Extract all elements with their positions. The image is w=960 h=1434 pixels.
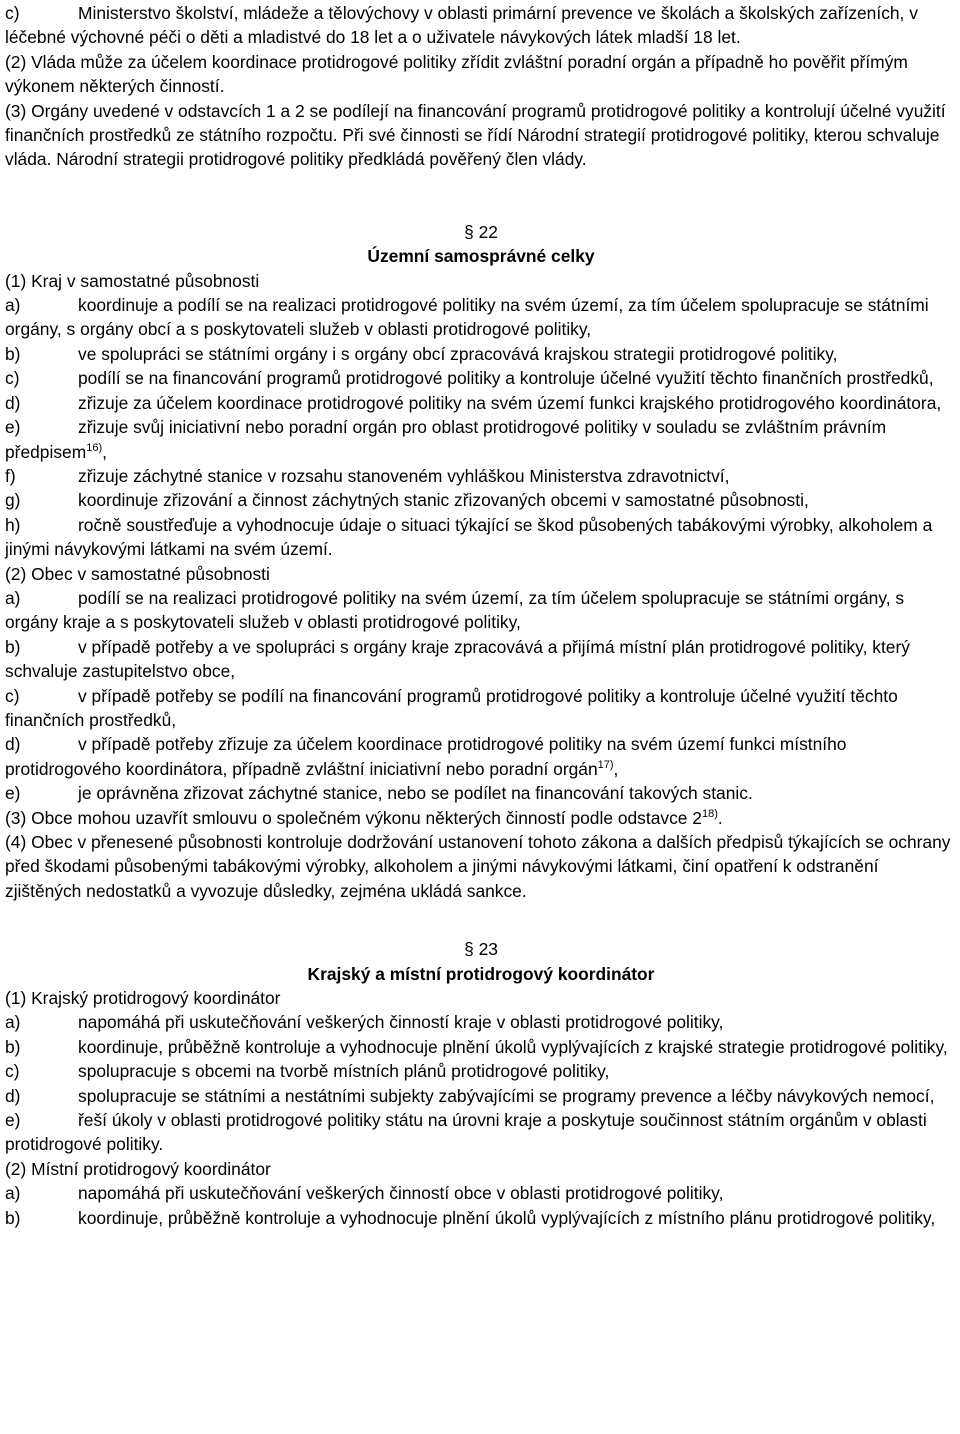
- s22-p2-item-d: d) v případě potřeby zřizuje za účelem koordinace protidrogové politiky na svém území funkci místního protidrogového koordinátora, případně zvláštní iniciativní nebo poradní orgán$^{17)}$,: [5, 734, 847, 779]
- section-title: Krajský a místní protidrogový koordinátor: [307, 963, 655, 984]
- section-title: Územní samosprávné celky: [367, 246, 595, 267]
- top-item-c: [5, 1, 957, 50]
- s22-p2-item-c: c) v případě potřeby se podílí na financování programů protidrogové politiky a kontroluje účelné využití těchto finančních prostředků,: [5, 685, 898, 730]
- item-label: c): [5, 3, 20, 23]
- s23-p1-item-a: a) napomáhá při uskutečňování veškerých činností kraje v oblasti protidrogové politiky,: [5, 1012, 724, 1033]
- paragraph-2: (2) Vláda může za účelem koordinace protidrogové politiky zřídit zvláštní poradní orgán a případně ho pověřit přímým výkonem některých činností.: [5, 51, 908, 97]
- s22-p1-item-f: f) zřizuje záchytné stanice v rozsahu stanoveném vyhláškou Ministerstva zdravotnictví,: [5, 465, 730, 486]
- s23-p1-item-e: e) řeší úkoly v oblasti protidrogové politiky státu na úrovni kraje a poskytuje součinnost státním orgánům v oblasti protidrogové politiky.: [5, 1110, 927, 1155]
- s22-p1-item-e: e) zřizuje svůj iniciativní nebo poradní orgán pro oblast protidrogové politiky v souladu se zvláštním právním předpisem$^{16)}$,: [5, 417, 887, 462]
- s22-p1-item-h: h) ročně soustřeďuje a vyhodnocuje údaje o situaci týkající se škod působených tabákovými výrobky, alkoholem a jinými návykovými látkami na svém území.: [5, 514, 933, 560]
- s23-p2-item-b: b) koordinuje, průběžně kontroluje a vyhodnocuje plnění úkolů vyplývajících z místního plánu protidrogové politiky,: [5, 1207, 936, 1228]
- s23-p1-item-c: c) spolupracuje s obcemi na tvorbě místních plánů protidrogové politiky,: [5, 1061, 610, 1082]
- s22-p2-item-e: e) je oprávněna zřizovat záchytné stanice, nebo se podílet na financování takových stanic.: [5, 783, 753, 804]
- section-number: § 23: [464, 939, 498, 960]
- s22-paragraph-3: (3) Obce mohou uzavřít smlouvu o společném výkonu některých činností podle odstavce 2$^{18)}$.: [5, 807, 723, 828]
- footnote-ref: 16): [86, 441, 103, 454]
- s22-paragraph-1-intro: (1) Kraj v samostatné působnosti: [5, 270, 260, 291]
- s22-p2-item-a: a) podílí se na realizaci protidrogové politiky na svém území, za tím účelem spolupracuje se státními orgány, s orgány kraje a s poskytovateli služeb v oblasti protidrogové politiky,: [5, 587, 905, 633]
- footnote-ref: 17): [597, 758, 614, 771]
- item-text: Ministerstvo školství, mládeže a tělovýchovy v oblasti primární prevence ve školách a školských zařízeních, v léčebné výchovné péči o děti a mladistvé do 18 let a o uživatele návykových látek mladší 18 let.: [5, 3, 918, 48]
- s23-p2-item-a: a) napomáhá při uskutečňování veškerých činností obce v oblasti protidrogové politiky,: [5, 1183, 724, 1204]
- s22-paragraph-2-intro: (2) Obec v samostatné působnosti: [5, 563, 270, 584]
- s22-paragraph-4: (4) Obec v přenesené působnosti kontroluje dodržování ustanovení tohoto zákona a dalších předpisů týkajících se ochrany před škodami působenými tabákovými výrobky, alkoholem a jinými návykovými látkami, činí opatření k odstranění zjištěných nedostatků a vyvozuje důsledky, zejména ukládá sankce.: [5, 832, 951, 901]
- s22-p1-item-b: b) ve spolupráci se státními orgány i s orgány obcí zpracovává krajskou strategii protidrogové politiky,: [5, 343, 838, 364]
- paragraph-3: (3) Orgány uvedené v odstavcích 1 a 2 se podílejí na financování programů protidrogové politiky a kontrolují účelné využití finančních prostředků ze státního rozpočtu. Při své činnosti se řídí Národní strategií protidrogové politiky, kterou schvaluje vláda. Národní strategii protidrogové politiky předkládá pověřený člen vlády.: [5, 100, 946, 170]
- s22-p2-item-b: b) v případě potřeby a ve spolupráci s orgány kraje zpracovává a přijímá místní plán protidrogové politiky, který schvaluje zastupitelstvo obce,: [5, 636, 910, 682]
- s23-paragraph-2-intro: (2) Místní protidrogový koordinátor: [5, 1158, 271, 1179]
- s22-p1-item-a: a) koordinuje a podílí se na realizaci protidrogové politiky na svém území, za tím účelem spolupracuje se státními orgány, s orgány obcí a s poskytovateli služeb v oblasti protidrogové politiky,: [5, 295, 929, 340]
- section-22-heading: [5, 220, 957, 269]
- s23-paragraph-1-intro: (1) Krajský protidrogový koordinátor: [5, 988, 281, 1009]
- section-number: § 22: [464, 221, 498, 242]
- s22-p1-item-d: d) zřizuje za účelem koordinace protidrogové politiky na svém území funkci krajského protidrogového koordinátora,: [5, 392, 942, 413]
- section-23-heading: [5, 937, 957, 986]
- s22-p1-item-g: g) koordinuje zřizování a činnost záchytných stanic zřizovaných obcemi v samostatné působnosti,: [5, 490, 809, 511]
- s23-p1-item-d: d) spolupracuje se státními a nestátními subjekty zabývajícími se programy prevence a léčby návykových nemocí,: [5, 1085, 935, 1106]
- s22-p1-item-c: c) podílí se na financování programů protidrogové politiky a kontroluje účelné využití těchto finančních prostředků,: [5, 368, 934, 389]
- s23-p1-item-b: b) koordinuje, průběžně kontroluje a vyhodnocuje plnění úkolů vyplývajících z krajské strategie protidrogové politiky,: [5, 1036, 948, 1057]
- document-page: [5, 1, 957, 1230]
- footnote-ref: 18): [701, 807, 718, 820]
